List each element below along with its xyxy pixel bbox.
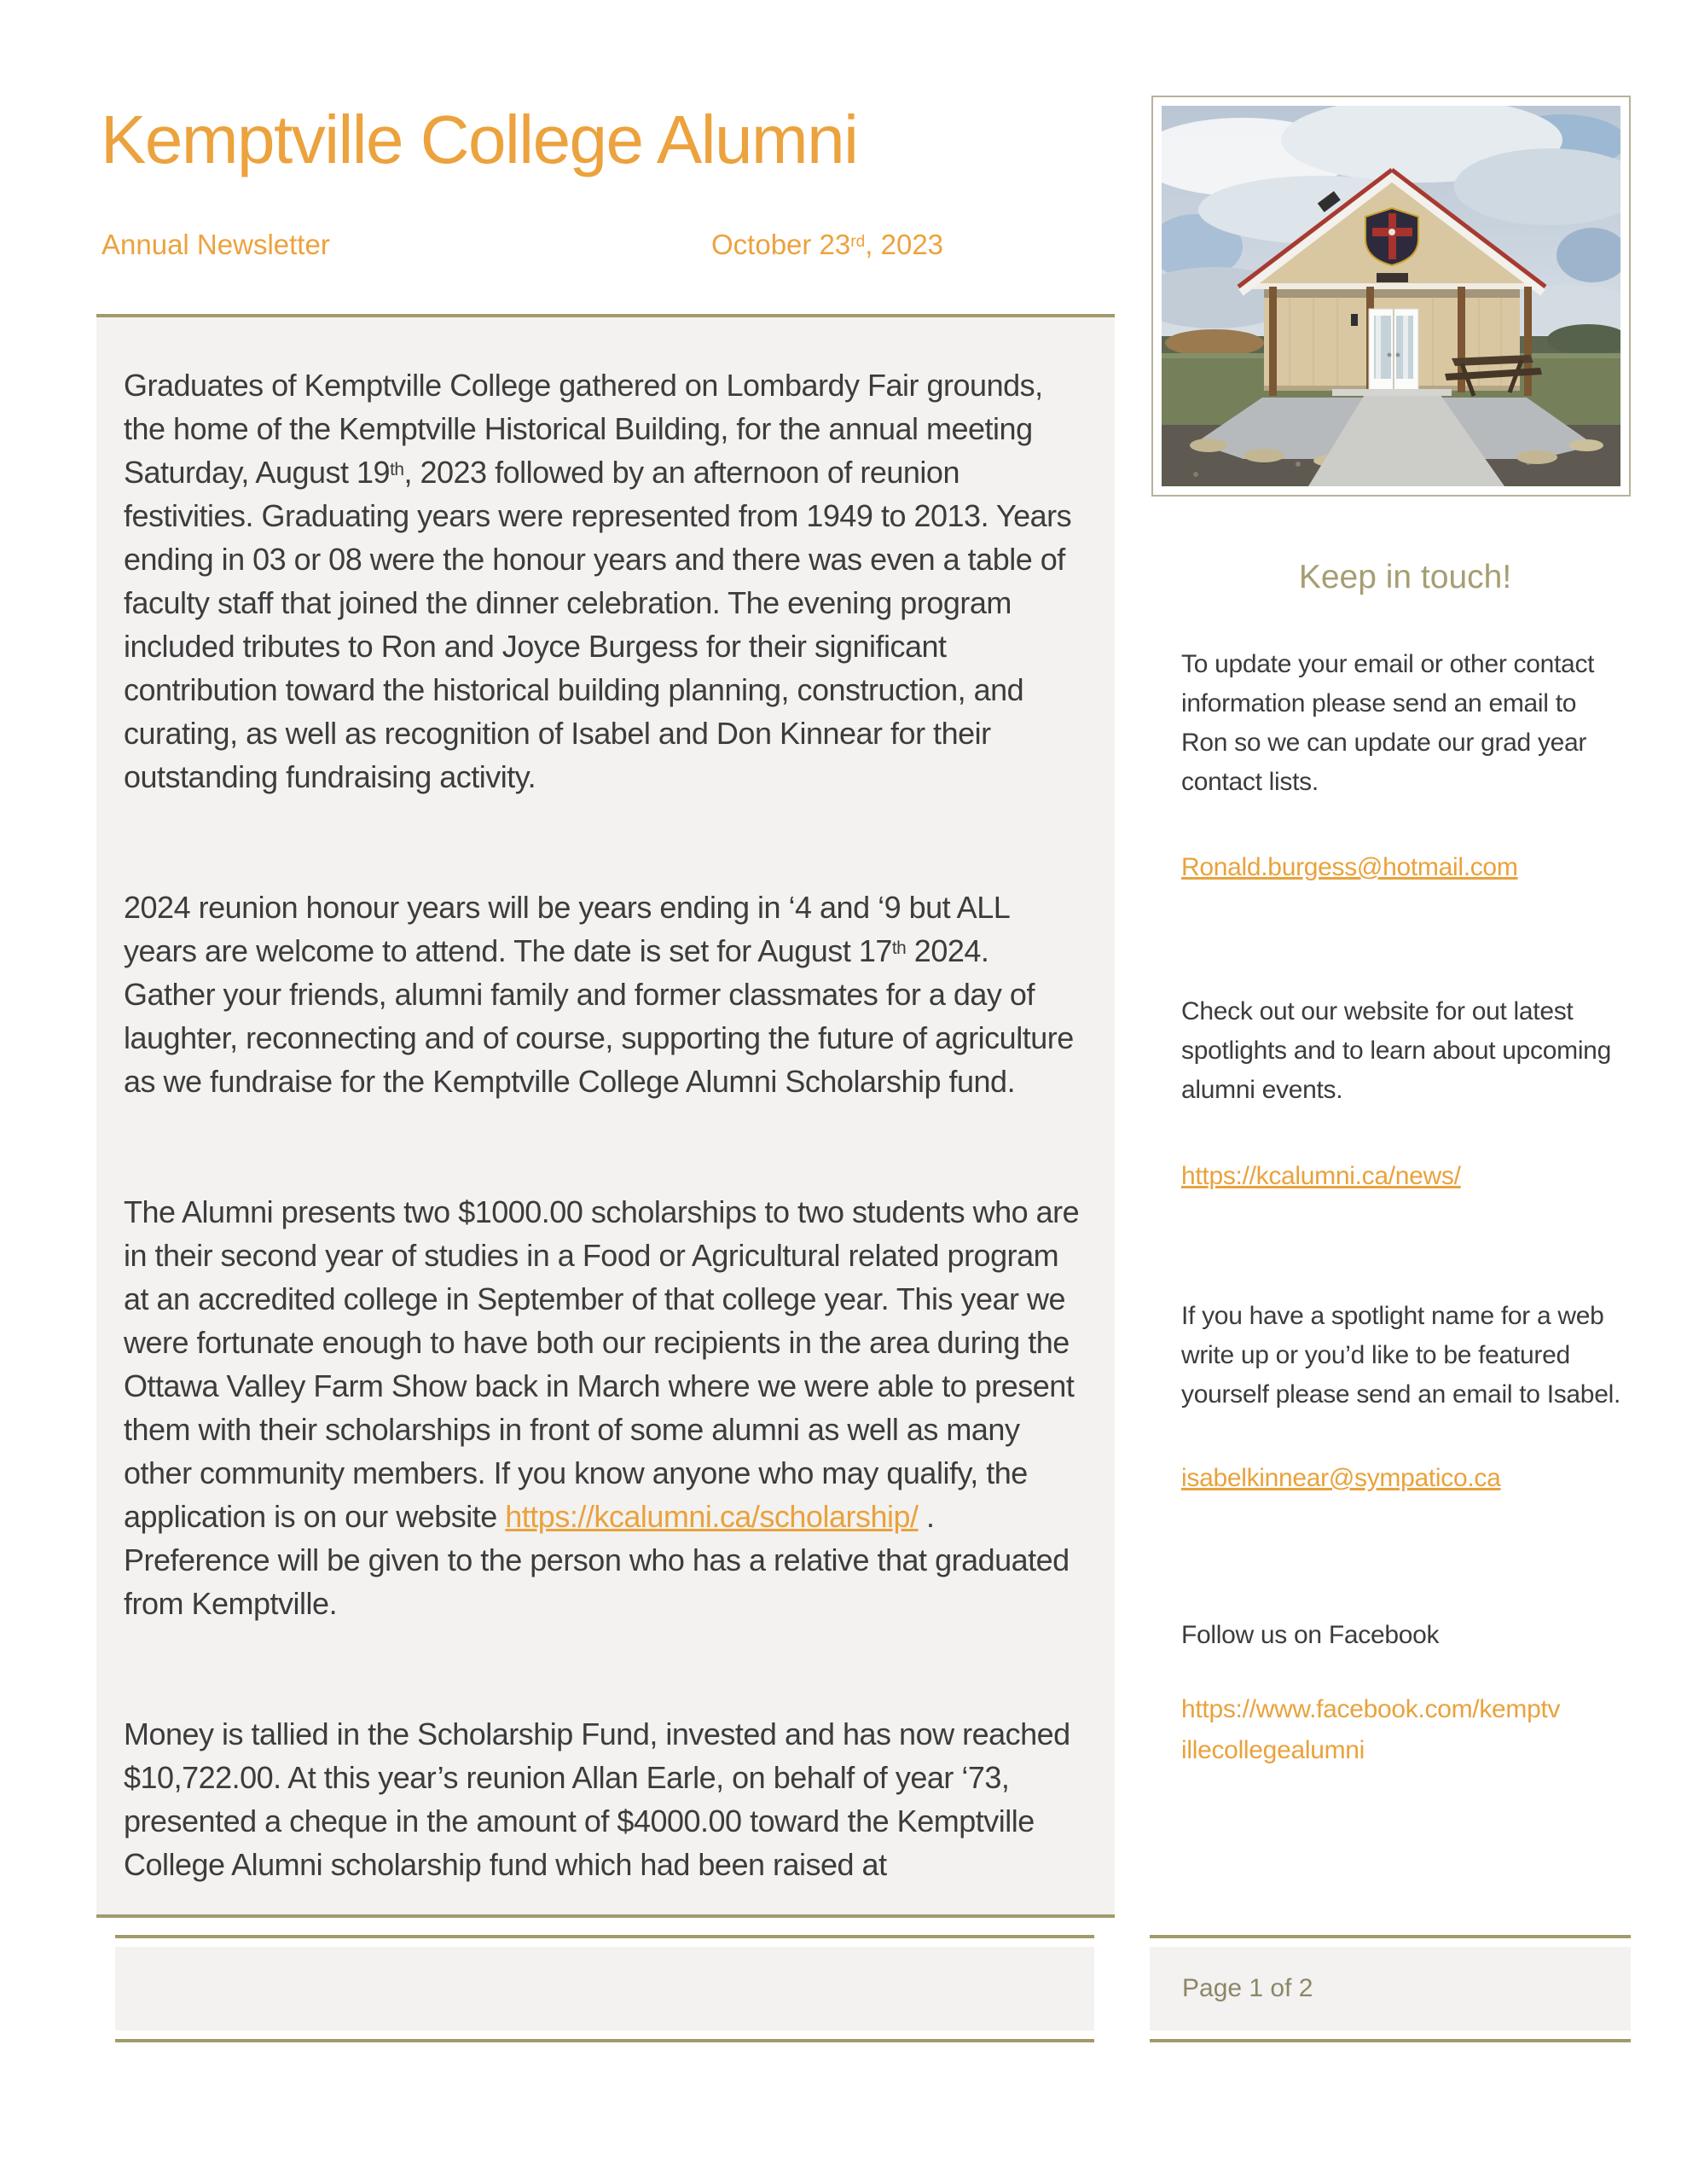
article-body: [96, 314, 1115, 1918]
issue-date-year: , 2023: [865, 229, 944, 260]
paragraph-text: . Preference will be given to the person who has a relative that graduated from Kemptville.: [124, 1499, 1070, 1621]
isabel-email-link[interactable]: isabelkinnear@sympatico.ca: [1181, 1464, 1501, 1492]
paragraph-text: 2024. Gather your friends, alumni family and former classmates for a day of laughter, reconnecting and of course, supporting the future of agriculture as we fundraise for the Kemptville College Alumni Scholarship fund.: [124, 933, 1074, 1099]
superscript: th: [390, 459, 404, 479]
footer-right-box: [1150, 1935, 1631, 2042]
sidebar-heading: Keep in touch!: [1298, 559, 1512, 595]
news-link[interactable]: https://kcalumni.ca/news/: [1181, 1162, 1461, 1190]
page-number: Page 1 of 2: [1150, 1947, 1631, 2030]
footer-left-empty: [115, 1947, 1094, 2030]
page-title: Kemptville College Alumni: [101, 102, 858, 177]
building-photo-illustration: [1162, 106, 1620, 486]
paragraph-text: , 2023 followed by an afternoon of reunion festivities. Graduating years were represented from 1949 to 2013. Years ending in 03 or 08 were the honour years and there was even a table of faculty staff that joined the dinner celebration. The evening program included tributes to Ron and Joyce Burgess for their significant contribution toward the historical building planning, construction, and curating, as well as recognition of Isabel and Don Kinnear for their outstanding fundraising activity.: [124, 455, 1072, 794]
facebook-link[interactable]: https://www.facebook.com/kemptvillecollegealumni: [1181, 1695, 1561, 1764]
footer-left-box: [115, 1935, 1094, 2042]
footer-rule-top: [1150, 1935, 1631, 1938]
issue-date-text: October 23: [711, 229, 851, 260]
date-superscript: rd: [850, 233, 866, 252]
sidebar-website-text: Check out our website for out latest spotlights and to learn about upcoming alumni events.: [1181, 997, 1611, 1104]
footer-rule-bottom: [115, 2039, 1094, 2042]
sidebar-update-contact-text: To update your email or other contact information please send an email to Ron so we can update our grad year contact lists.: [1181, 650, 1595, 796]
article-paragraph-fund: Money is tallied in the Scholarship Fund, invested and has now reached $10,722.00. At this year’s reunion Allan Earle, on behalf of year ‘73, presented a cheque in the amount of $4000.00 toward the Kemptville College Alumni scholarship fund which had been raised at: [124, 1716, 1070, 1882]
footer-rule-bottom: [1150, 2039, 1631, 2042]
double-door: [1369, 309, 1418, 391]
newsletter-label: Annual Newsletter: [101, 229, 330, 260]
paragraph-text: 2024 reunion honour years will be years ending in ‘4 and ‘9 but ALL years are welcome to attend. The date is set for August 17: [124, 890, 1009, 968]
issue-date: [711, 229, 943, 261]
scholarship-link[interactable]: https://kcalumni.ca/scholarship/: [505, 1499, 919, 1534]
footer-rule-top: [115, 1935, 1094, 1938]
sidebar-spotlight-text: If you have a spotlight name for a web write up or you’d like to be featured yourself please send an email to Isabel.: [1181, 1302, 1620, 1409]
superscript: th: [891, 938, 907, 958]
article-paragraph-2024-reunion: [124, 886, 1087, 1103]
paragraph-text: Graduates of Kemptville College gathered on Lombardy Fair grounds, the home of the Kemptville Historical Building, for the annual meeting Saturday, August 19: [124, 368, 1043, 490]
building-photo: [1151, 96, 1631, 497]
article-paragraph-scholarships: [124, 1190, 1087, 1625]
sidebar-facebook-text: Follow us on Facebook: [1181, 1621, 1440, 1649]
ron-email-link[interactable]: Ronald.burgess@hotmail.com: [1181, 853, 1518, 881]
paragraph-text: The Alumni presents two $1000.00 scholarships to two students who are in their second year of studies in a Food or Agricultural related program at an accredited college in September of that college year. This year we were fortunate enough to have both our recipients in the area during the Ottawa Valley Farm Show back in March where we were able to present them with their scholarships in front of some alumni as well as many other community members. If you know anyone who may qualify, the application is on our website: [124, 1194, 1080, 1534]
article-paragraph-reunion-recap: [124, 363, 1087, 799]
